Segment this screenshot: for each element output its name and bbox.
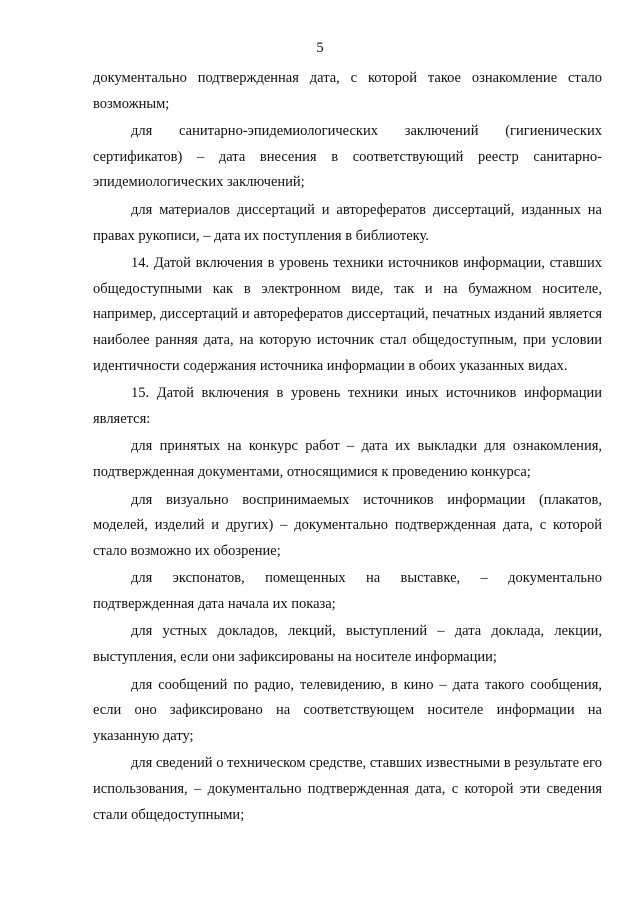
paragraph-visual-sources: для визуально воспринимаемых источников информации (плакатов, моделей, изделий и других) – документально подтвержденная дата, с которой стало возможно их обозрение; (93, 491, 602, 559)
paragraph-item-14: 14. Датой включения в уровень техники источников информации, ставших общедоступными как в электронном виде, так и на бумажном носителе, например, диссертаций и авторефератов диссертаций, печатных изданий является наиболее ранняя дата, на которую источник стал общедоступным, при условии идентичности содержания источника информации в обоих указанных видах. (93, 255, 602, 374)
paragraph-dissertations-manuscript: для материалов диссертаций и авторефератов диссертаций, изданных на правах рукописи, – дата их поступления в библиотеку. (93, 201, 602, 244)
paragraph-technical-means: для сведений о техническом средстве, ставших известными в результате его использования, – документально подтвержденная дата, с которой эти сведения стали общедоступными; (93, 755, 602, 823)
paragraph-exhibits: для экспонатов, помещенных на выставке, – документально подтвержденная дата начала их показа; (93, 570, 602, 612)
paragraph-contest-works: для принятых на конкурс работ – дата их выкладки для ознакомления, подтвержденная документами, относящимися к проведению конкурса; (93, 438, 602, 480)
page-number: 5 (316, 40, 324, 56)
paragraph-broadcast-messages: для сообщений по радио, телевидению, в кино – дата такого сообщения, если оно зафиксировано на соответствующем носителе информации на указанную дату; (93, 676, 602, 744)
paragraph-item-15: 15. Датой включения в уровень техники иных источников информации является: (93, 385, 602, 427)
paragraph-continuation: документально подтвержденная дата, с которой такое ознакомление стало возможным; (93, 70, 602, 112)
paragraph-sanitary-conclusions: для санитарно-эпидемиологических заключений (гигиенических сертификатов) – дата внесения в соответствующий реестр санитарно-эпидемиологических заключений; (93, 123, 602, 191)
document-body (93, 66, 602, 828)
paragraph-oral-reports: для устных докладов, лекций, выступлений – дата доклада, лекции, выступления, если они зафиксированы на носителе информации; (93, 623, 602, 666)
